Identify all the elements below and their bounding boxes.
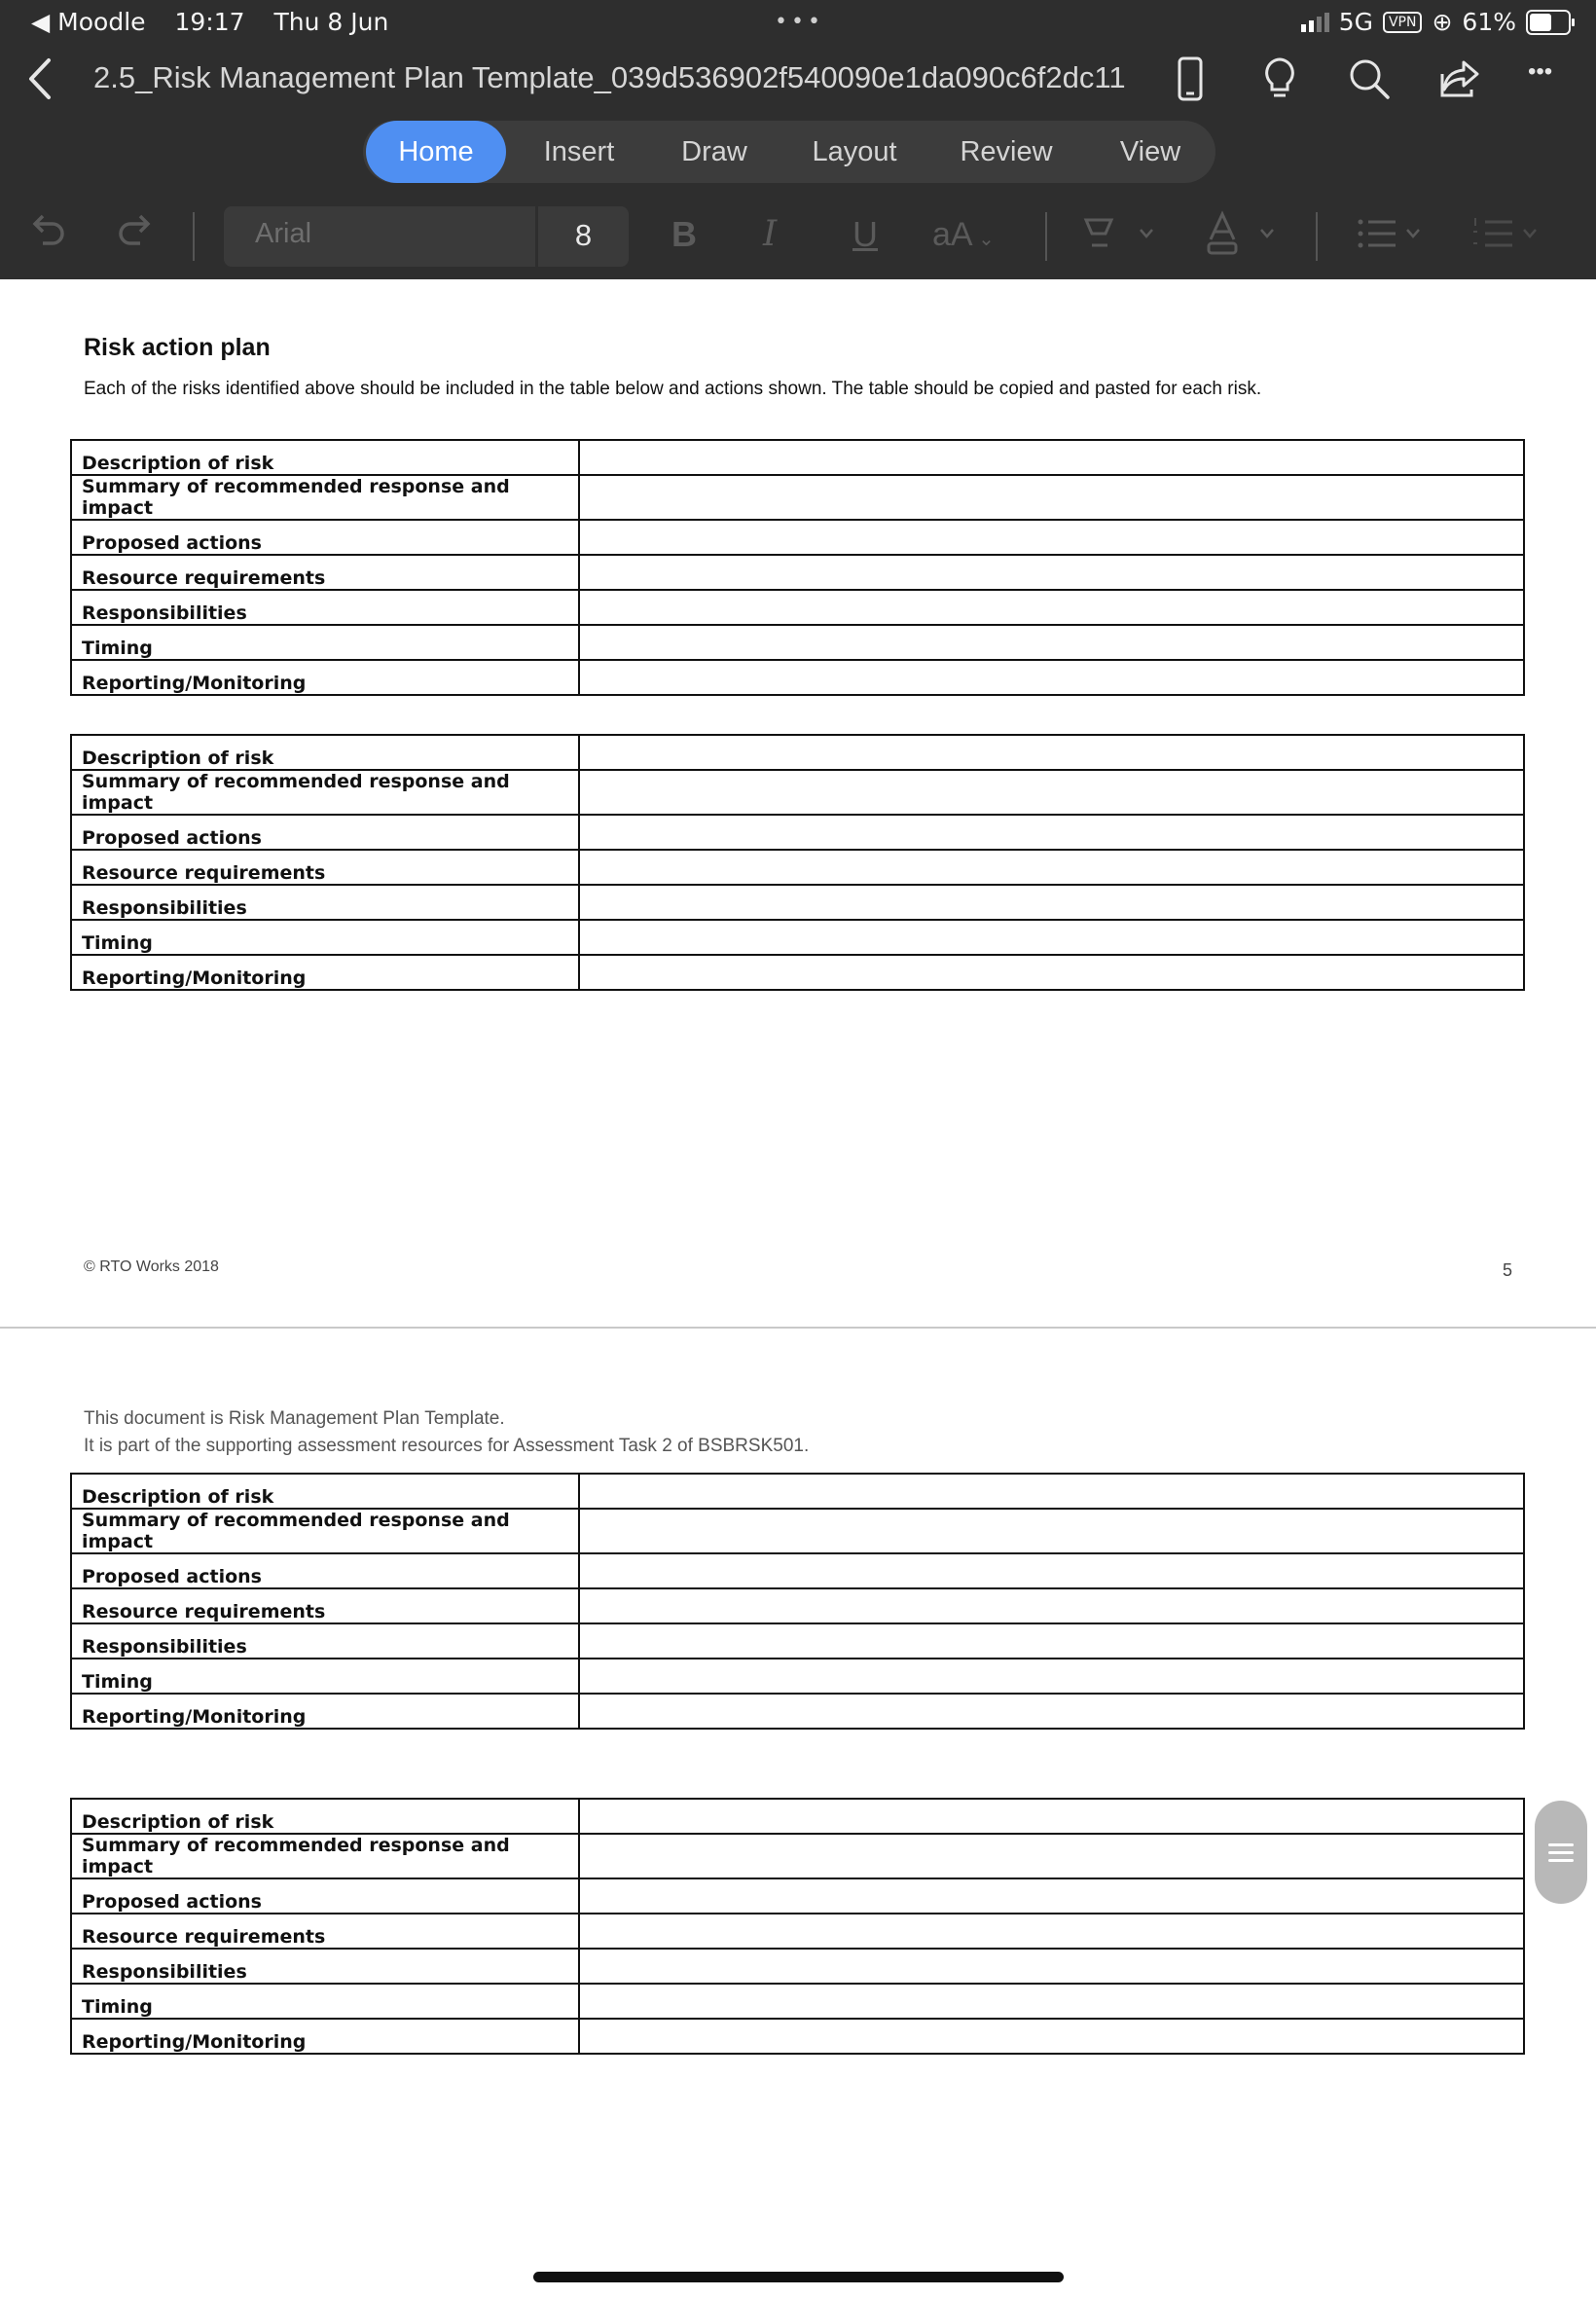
table-row — [71, 440, 1524, 475]
row-value-cell[interactable] — [579, 590, 1524, 625]
document-note-line-1: This document is Risk Management Plan Template. — [84, 1408, 505, 1429]
status-bar — [0, 0, 1596, 47]
row-value-cell[interactable] — [579, 520, 1524, 555]
network-type: 5G — [1338, 8, 1373, 36]
row-label: Summary of recommended response and impact — [71, 1834, 579, 1878]
row-value-cell[interactable] — [579, 440, 1524, 475]
app-header — [0, 0, 1596, 279]
highlight-icon[interactable] — [1080, 210, 1158, 257]
row-value-cell[interactable] — [579, 625, 1524, 660]
row-value-cell[interactable] — [579, 1553, 1524, 1588]
row-label: Description of risk — [71, 735, 579, 770]
tab-home[interactable]: Home — [366, 121, 506, 183]
lightbulb-icon[interactable] — [1255, 55, 1304, 103]
table-row — [71, 1623, 1524, 1659]
underline-button[interactable]: U — [852, 214, 878, 254]
row-value-cell[interactable] — [579, 1914, 1524, 1949]
row-value-cell[interactable] — [579, 1694, 1524, 1729]
font-name-selector[interactable] — [224, 206, 535, 267]
table-row — [71, 1474, 1524, 1509]
table-row — [71, 1878, 1524, 1914]
title-bar — [0, 51, 1596, 111]
row-value-cell[interactable] — [579, 1984, 1524, 2019]
row-value-cell[interactable] — [579, 660, 1524, 695]
italic-button[interactable]: I — [763, 214, 778, 254]
row-label: Summary of recommended response and impact — [71, 475, 579, 520]
back-chevron-icon[interactable] — [23, 55, 58, 103]
toolbar-divider — [1045, 212, 1047, 261]
signal-icon — [1301, 13, 1329, 32]
row-value-cell[interactable] — [579, 735, 1524, 770]
mobile-view-icon[interactable] — [1166, 55, 1215, 103]
row-value-cell[interactable] — [579, 885, 1524, 920]
tab-insert[interactable]: Insert — [543, 136, 615, 167]
table-row — [71, 1949, 1524, 1984]
row-value-cell[interactable] — [579, 1474, 1524, 1509]
section-heading: Risk action plan — [84, 334, 271, 361]
table-row — [71, 1834, 1524, 1878]
risk-table[interactable] — [70, 1798, 1525, 2055]
row-value-cell[interactable] — [579, 1799, 1524, 1834]
page-number: 5 — [1503, 1260, 1513, 1280]
row-label: Summary of recommended response and impact — [71, 770, 579, 815]
formatting-toolbar — [0, 202, 1596, 271]
page-footer-copyright: © RTO Works 2018 — [84, 1258, 219, 1275]
table-row — [71, 555, 1524, 590]
document-canvas[interactable] — [0, 279, 1596, 2297]
row-label: Timing — [71, 1659, 579, 1694]
battery-percent: 61% — [1462, 8, 1516, 36]
table-row — [71, 590, 1524, 625]
toolbar-divider — [1316, 212, 1318, 261]
row-label: Timing — [71, 920, 579, 955]
font-size-tool-button[interactable]: aA ⌄ — [932, 216, 995, 253]
row-label: Resource requirements — [71, 1588, 579, 1623]
multitask-dots-icon[interactable]: ••• — [775, 10, 824, 34]
table-row — [71, 815, 1524, 850]
table-row — [71, 1553, 1524, 1588]
font-size-value: 8 — [574, 218, 593, 252]
font-size-selector[interactable] — [538, 206, 629, 267]
status-date: Thu 8 Jun — [273, 8, 389, 36]
row-label: Description of risk — [71, 1799, 579, 1834]
row-label: Responsibilities — [71, 885, 579, 920]
table-row — [71, 1799, 1524, 1834]
vpn-badge: VPN — [1383, 12, 1423, 33]
row-value-cell[interactable] — [579, 2019, 1524, 2054]
row-label: Resource requirements — [71, 555, 579, 590]
row-label: Description of risk — [71, 1474, 579, 1509]
row-label: Timing — [71, 1984, 579, 2019]
row-value-cell[interactable] — [579, 1878, 1524, 1914]
row-value-cell[interactable] — [579, 815, 1524, 850]
page-divider — [0, 1327, 1596, 1329]
row-value-cell[interactable] — [579, 1949, 1524, 1984]
toolbar-divider — [193, 212, 195, 261]
home-indicator[interactable] — [533, 2272, 1064, 2282]
row-value-cell[interactable] — [579, 920, 1524, 955]
row-label: Proposed actions — [71, 520, 579, 555]
row-label: Responsibilities — [71, 1623, 579, 1659]
table-row — [71, 660, 1524, 695]
row-value-cell[interactable] — [579, 770, 1524, 815]
redo-icon[interactable] — [113, 210, 160, 257]
table-row — [71, 1984, 1524, 2019]
more-options-icon[interactable]: ••• — [1528, 58, 1553, 85]
row-value-cell[interactable] — [579, 1588, 1524, 1623]
table-row — [71, 735, 1524, 770]
font-color-icon[interactable] — [1203, 210, 1281, 257]
row-label: Proposed actions — [71, 1878, 579, 1914]
row-label: Responsibilities — [71, 590, 579, 625]
row-value-cell[interactable] — [579, 475, 1524, 520]
row-label: Summary of recommended response and impact — [71, 1509, 579, 1553]
table-row — [71, 920, 1524, 955]
battery-icon — [1526, 10, 1571, 35]
bold-button[interactable]: B — [671, 214, 697, 254]
table-row — [71, 625, 1524, 660]
table-row — [71, 2019, 1524, 2054]
document-title[interactable]: 2.5_Risk Management Plan Template_039d536902f540090e1da090c6f2dc11 — [93, 60, 1126, 94]
row-label: Proposed actions — [71, 1553, 579, 1588]
row-label: Timing — [71, 625, 579, 660]
intro-paragraph: Each of the risks identified above should be included in the table below and actions shown. The table should be copied and pasted for each risk. — [84, 379, 1262, 399]
tab-draw[interactable]: Draw — [681, 136, 747, 167]
tab-review[interactable]: Review — [960, 136, 1053, 167]
search-icon[interactable] — [1345, 55, 1394, 103]
row-value-cell[interactable] — [579, 1623, 1524, 1659]
table-row — [71, 475, 1524, 520]
risk-table[interactable] — [70, 439, 1525, 696]
table-row — [71, 770, 1524, 815]
numbered-list-icon[interactable] — [1469, 210, 1547, 257]
ribbon-tabs — [363, 121, 1215, 183]
document-note-line-2: It is part of the supporting assessment resources for Assessment Task 2 of BSBRSK501. — [84, 1436, 810, 1456]
tab-view[interactable]: View — [1119, 136, 1181, 167]
row-value-cell[interactable] — [579, 850, 1524, 885]
back-to-app[interactable]: ◀ Moodle — [31, 8, 146, 36]
row-label: Description of risk — [71, 440, 579, 475]
risk-table[interactable] — [70, 1473, 1525, 1730]
table-row — [71, 885, 1524, 920]
font-name-value: Arial — [255, 218, 312, 249]
row-label: Proposed actions — [71, 815, 579, 850]
row-value-cell[interactable] — [579, 555, 1524, 590]
orientation-lock-icon: ⊕ — [1432, 8, 1453, 36]
row-value-cell[interactable] — [579, 1659, 1524, 1694]
table-row — [71, 1914, 1524, 1949]
table-row — [71, 850, 1524, 885]
row-label: Reporting/Monitoring — [71, 955, 579, 990]
row-label: Reporting/Monitoring — [71, 2019, 579, 2054]
row-label: Reporting/Monitoring — [71, 660, 579, 695]
row-label: Resource requirements — [71, 850, 579, 885]
font-size-tool-label: aA — [932, 216, 973, 253]
status-time: 19:17 — [174, 8, 245, 36]
scroll-handle[interactable] — [1535, 1801, 1587, 1904]
table-row — [71, 520, 1524, 555]
row-value-cell[interactable] — [579, 1834, 1524, 1878]
table-row — [71, 955, 1524, 990]
risk-table[interactable] — [70, 734, 1525, 991]
row-value-cell[interactable] — [579, 955, 1524, 990]
table-row — [71, 1588, 1524, 1623]
bullet-list-icon[interactable] — [1353, 210, 1431, 257]
row-value-cell[interactable] — [579, 1509, 1524, 1553]
row-label: Responsibilities — [71, 1949, 579, 1984]
row-label: Resource requirements — [71, 1914, 579, 1949]
table-row — [71, 1694, 1524, 1729]
table-row — [71, 1509, 1524, 1553]
tab-layout[interactable]: Layout — [812, 136, 897, 167]
row-label: Reporting/Monitoring — [71, 1694, 579, 1729]
undo-icon[interactable] — [23, 210, 70, 257]
share-icon[interactable] — [1434, 55, 1483, 103]
table-row — [71, 1659, 1524, 1694]
